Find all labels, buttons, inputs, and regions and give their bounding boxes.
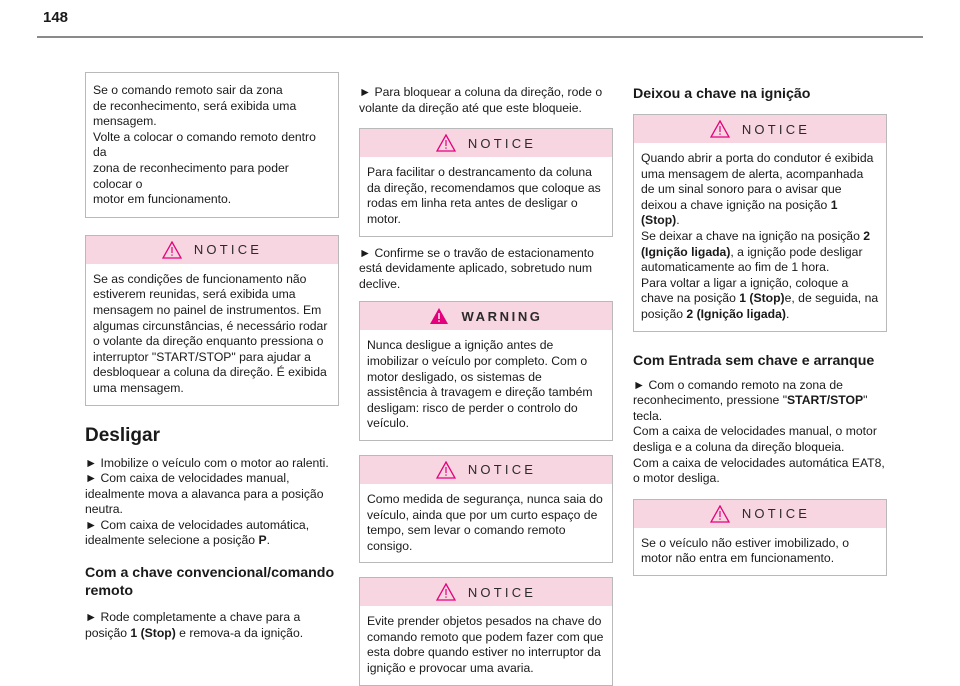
column-middle bbox=[359, 72, 613, 686]
step-immobilize: ► Imobilize o veículo com o motor ao ralenti. bbox=[85, 455, 329, 470]
info-line: de reconhecimento, será exibida uma bbox=[93, 98, 297, 113]
notice-text-restart: Para voltar a ligar a ignição, coloque a chave na posição 1 (Stop)e, de seguida, na posição 2 (Ignição ligada). bbox=[641, 275, 879, 321]
notice-header bbox=[634, 115, 886, 143]
notice-header bbox=[360, 129, 612, 157]
info-line: mensagem. bbox=[93, 114, 157, 129]
section-heading-key-left: Deixou a chave na ignição bbox=[633, 86, 811, 102]
notice-header bbox=[86, 236, 338, 264]
notice-text: Para facilitar o destrancamento da coluna da direção, recomendamos que coloque as rodas em linha reta antes de desligar o motor. bbox=[367, 165, 601, 226]
caution-triangle-icon bbox=[710, 120, 730, 138]
notice-box-safety bbox=[359, 455, 613, 563]
notice-header bbox=[360, 578, 612, 606]
info-line: zona de reconhecimento para poder colocar o bbox=[93, 160, 289, 191]
step-manual-gearbox: ► Com caixa de velocidades manual, idealmente mova a alavanca para a posição neutra. bbox=[85, 471, 324, 517]
notice-text: Como medida de segurança, nunca saia do veículo, ainda que por um curto espaço de tempo, sem levar o comando remoto consigo. bbox=[367, 491, 603, 553]
step-lock-steering: ► Para bloquear a coluna da direção, rode o volante da direção até que este bloqueie. bbox=[359, 85, 603, 115]
step-turn-key: ► Rode completamente a chave para a posição 1 (Stop) e removа-a da ignição. bbox=[85, 610, 304, 640]
notice-box-not-immobilized bbox=[633, 499, 887, 576]
notice-text: Evite prender objetos pesados na chave do comando remoto que podem fazer com que esta dobre quando estiver no interruptor da ignição e provocar uma avaria. bbox=[367, 614, 604, 676]
section-heading-desligar: Desligar bbox=[85, 424, 160, 446]
header-rule bbox=[37, 36, 923, 38]
text-manual-gearbox: Com a caixa de velocidades manual, o motor desliga e a coluna da direção bloqueia. bbox=[633, 424, 877, 454]
caution-triangle-icon bbox=[710, 505, 730, 523]
info-box-remote bbox=[85, 72, 339, 218]
column-left bbox=[85, 72, 339, 641]
notice-text-alert: Quando abrir a porta do condutor é exibida uma mensagem de alerta, acompanhada de um sinal sonoro para o avisar que deixou a chave ignição na posição 1 (Stop). bbox=[641, 151, 874, 228]
notice-title: NOTICE bbox=[467, 135, 537, 151]
page-number: 148 bbox=[43, 9, 69, 26]
text-automatic-gearbox: Com a caixa de velocidades automática EAT8, o motor desliga. bbox=[633, 455, 885, 486]
notice-box-heavy-objects bbox=[359, 577, 613, 685]
notice-text: Se o veículo não estiver imobilizado, o motor não entra em funcionamento. bbox=[641, 535, 849, 566]
info-line: Se o comando remoto sair da zona bbox=[93, 83, 283, 97]
notice-box-wheels bbox=[359, 128, 613, 236]
notice-text-auto-off: Se deixar a chave na ignição na posição 2 (Ignição ligada), a ignição pode desligar automaticamente ao fim de 1 hora. bbox=[641, 228, 871, 275]
warning-header bbox=[360, 302, 612, 330]
step-press-start-stop: ► Com o comando remoto na zona de reconhecimento, pressione "START/STOP" tecla. bbox=[633, 377, 868, 423]
warning-text: Nunca desligue a ignição antes de imobilizar o veículo por completo. Com o motor desligado, os sistemas de assistência à travagem e direção também desligam: risco de perder o controlo do veículo. bbox=[367, 338, 593, 431]
notice-title: NOTICE bbox=[467, 462, 537, 478]
section-heading-keyless: Com Entrada sem chave e arranque bbox=[633, 352, 875, 369]
section-heading-conventional-key: Com a chave convencional/comando remoto bbox=[85, 565, 335, 600]
warning-title: WARNING bbox=[461, 308, 543, 324]
notice-text: Se as condições de funcionamento não estiverem reunidas, será exibida uma mensagem no painel de instrumentos. Em algumas circunstâncias, é necessário rodar o volante da direção enquanto pressiona o interruptor "START/STOP" para ajudar a desbloquear a coluna da direção. É exibida uma mensagem. bbox=[93, 271, 328, 395]
notice-box-key-left bbox=[633, 114, 887, 332]
warning-box-ignition bbox=[359, 301, 613, 441]
info-line: motor em funcionamento. bbox=[93, 192, 232, 207]
step-parking-brake: ► Confirme se o travão de estacionamento está devidamente aplicado, sobretudo num declive. bbox=[359, 245, 594, 291]
info-line: Volte a colocar o comando remoto dentro da bbox=[93, 129, 316, 160]
column-right bbox=[633, 72, 887, 576]
notice-header bbox=[634, 500, 886, 528]
notice-header bbox=[360, 456, 612, 484]
caution-triangle-icon bbox=[162, 241, 182, 259]
notice-title: NOTICE bbox=[741, 506, 811, 522]
notice-title: NOTICE bbox=[193, 242, 263, 258]
caution-triangle-icon bbox=[436, 134, 456, 152]
caution-triangle-icon bbox=[436, 461, 456, 479]
notice-title: NOTICE bbox=[741, 121, 811, 137]
step-automatic-gearbox: ► Com caixa de velocidades automática, idealmente selecione a posição P. bbox=[85, 517, 310, 548]
caution-triangle-icon bbox=[436, 583, 456, 601]
notice-box-conditions bbox=[85, 235, 339, 406]
warning-triangle-icon bbox=[429, 307, 449, 325]
notice-title: NOTICE bbox=[467, 584, 537, 600]
